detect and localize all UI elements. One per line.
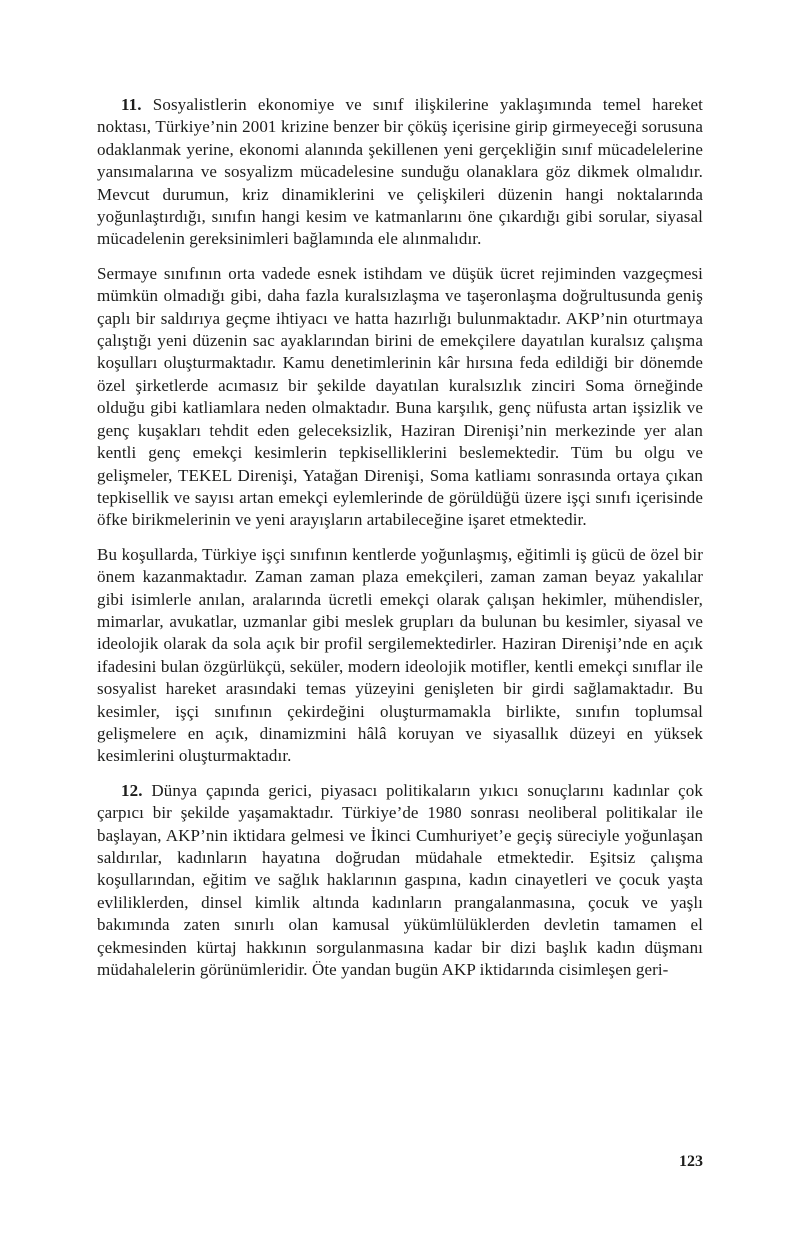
- paragraph-number: 11.: [121, 95, 142, 114]
- paragraph: [97, 544, 703, 768]
- paragraph-11: [97, 94, 703, 251]
- paragraph-number: 12.: [121, 780, 143, 800]
- paragraph: [97, 263, 703, 532]
- paragraph-text: Dünya çapında gerici, piyasacı politikaların yıkıcı sonuçlarını kadınlar çok çarpıcı bir şekilde yaşamaktadır. Türkiye’de 1980 sonrası neoliberal politikalar ile başlayan, AKP’nin iktidara gelmesi ve İkinci Cumhuriyet’e geçiş süreciyle yoğunlaşan saldırılar, kadınların hayatına doğrudan müdahale etmektedir. Eşitsiz çalışma koşullarından, eğitim ve sağlık haklarının gaspına, kadın cinayetleri ve çocuk yaşta evliliklerden, dinsel kimlik altında kadınların prangalanmasına, çocuk ve yaşlı bakımında zaten sınırlı olan kamusal yükümlülüklerden devletin tamamen el çekmesinden kürtaj hakkının sorgulanmasına kadar bir dizi başlık kadın düşmanı müdahalelerin görünümleridir. Öte yandan bugün AKP iktidarında cisimleşen geri-: [97, 780, 703, 980]
- page-number: 123: [679, 1153, 703, 1170]
- paragraph-text: Sermaye sınıfının orta vadede esnek istihdam ve düşük ücret rejiminden vazgeçmesi mümkün olmadığı gibi, daha fazla kuralsızlaşma ve taşeronlaşma doğrultusunda geniş çaplı bir saldırıya geçme ihtiyacı ve hatta hazırlığı bulunmaktadır. AKP’nin oturtmaya çalıştığı yeni düzenin sac ayaklarından birini de emekçilere dayatılan kuralsız çalışma koşulları oluşturmaktadır. Kamu denetimlerinin kâr hırsına feda edildiği bir dönemde özel şirketlerde acımasız bir şekilde dayatılan kuralsızlık zinciri Soma örneğinde olduğu gibi katliamlara neden olmaktadır. Buna karşılık, genç nüfusta artan işsizlik ve genç kuşakları tehdit eden geleceksizlik, Haziran Direnişi’nin merkezinde yer alan kentli genç emekçi kesimlerin tepkiselliklerini beslemektedir. Tüm bu olgu ve gelişmeler, TEKEL Direnişi, Yatağan Direnişi, Soma katliamı sonrasında ortaya çıkan tepkisellik ve sayısı artan emekçi eylemlerinde de görüldüğü üzere işçi sınıfı içerisinde öfke birikmelerinin ve yeni arayışların artabileceğine işaret etmektedir.: [97, 263, 703, 530]
- paragraph-text: Sosyalistlerin ekonomiye ve sınıf ilişkilerine yaklaşımında temel hareket noktası, Türkiye’nin 2001 krizine benzer bir çöküş içerisine girip girmeyeceği sorusuna odaklanmak yerine, ekonomi alanında şekillenen yeni gerçekliğin sınıf mücadelelerine yansımalarına ve sosyalizm mücadelesine sunduğu olanaklara göz dikmek olmalıdır. Mevcut durumun, kriz dinamiklerini ve çelişkileri düzenin hangi noktalarında yoğunlaştırdığı, sınıfın hangi kesim ve katmanlarını öne çıkardığı gibi sorular, siyasal mücadelenin gereksinimleri bağlamında ele alınmalıdır.: [97, 95, 703, 249]
- paragraph-12: [97, 780, 703, 982]
- paragraph-text: Bu koşullarda, Türkiye işçi sınıfının kentlerde yoğunlaşmış, eğitimli iş gücü de özel bir önem kazanmaktadır. Zaman zaman plaza emekçileri, zaman zaman beyaz yakalılar gibi isimlerle anılan, aralarında ücretli emekçi olarak çalışan hekimler, mühendisler, mimarlar, avukatlar, uzmanlar gibi meslek grupları da bulunan bu kesimler, siyasal ve ideolojik olarak da sola açık bir profil sergilemektedirler. Haziran Direnişi’nde en açık ifadesini bulan özgürlükçü, seküler, modern ideolojik motifler, kentli emekçi sınıflar ile sosyalist hareket arasındaki temas yüzeyini genişleten bir girdi sağlamaktadır. Bu kesimler, işçi sınıfının çekirdeğini oluşturmamakla birlikte, sınıfın toplumsal gelişmelere en açık, dinamizmini hâlâ koruyan ve siyasallık düzeyi en yüksek kesimlerini oluşturmaktadır.: [97, 544, 703, 766]
- text-block: [97, 94, 703, 993]
